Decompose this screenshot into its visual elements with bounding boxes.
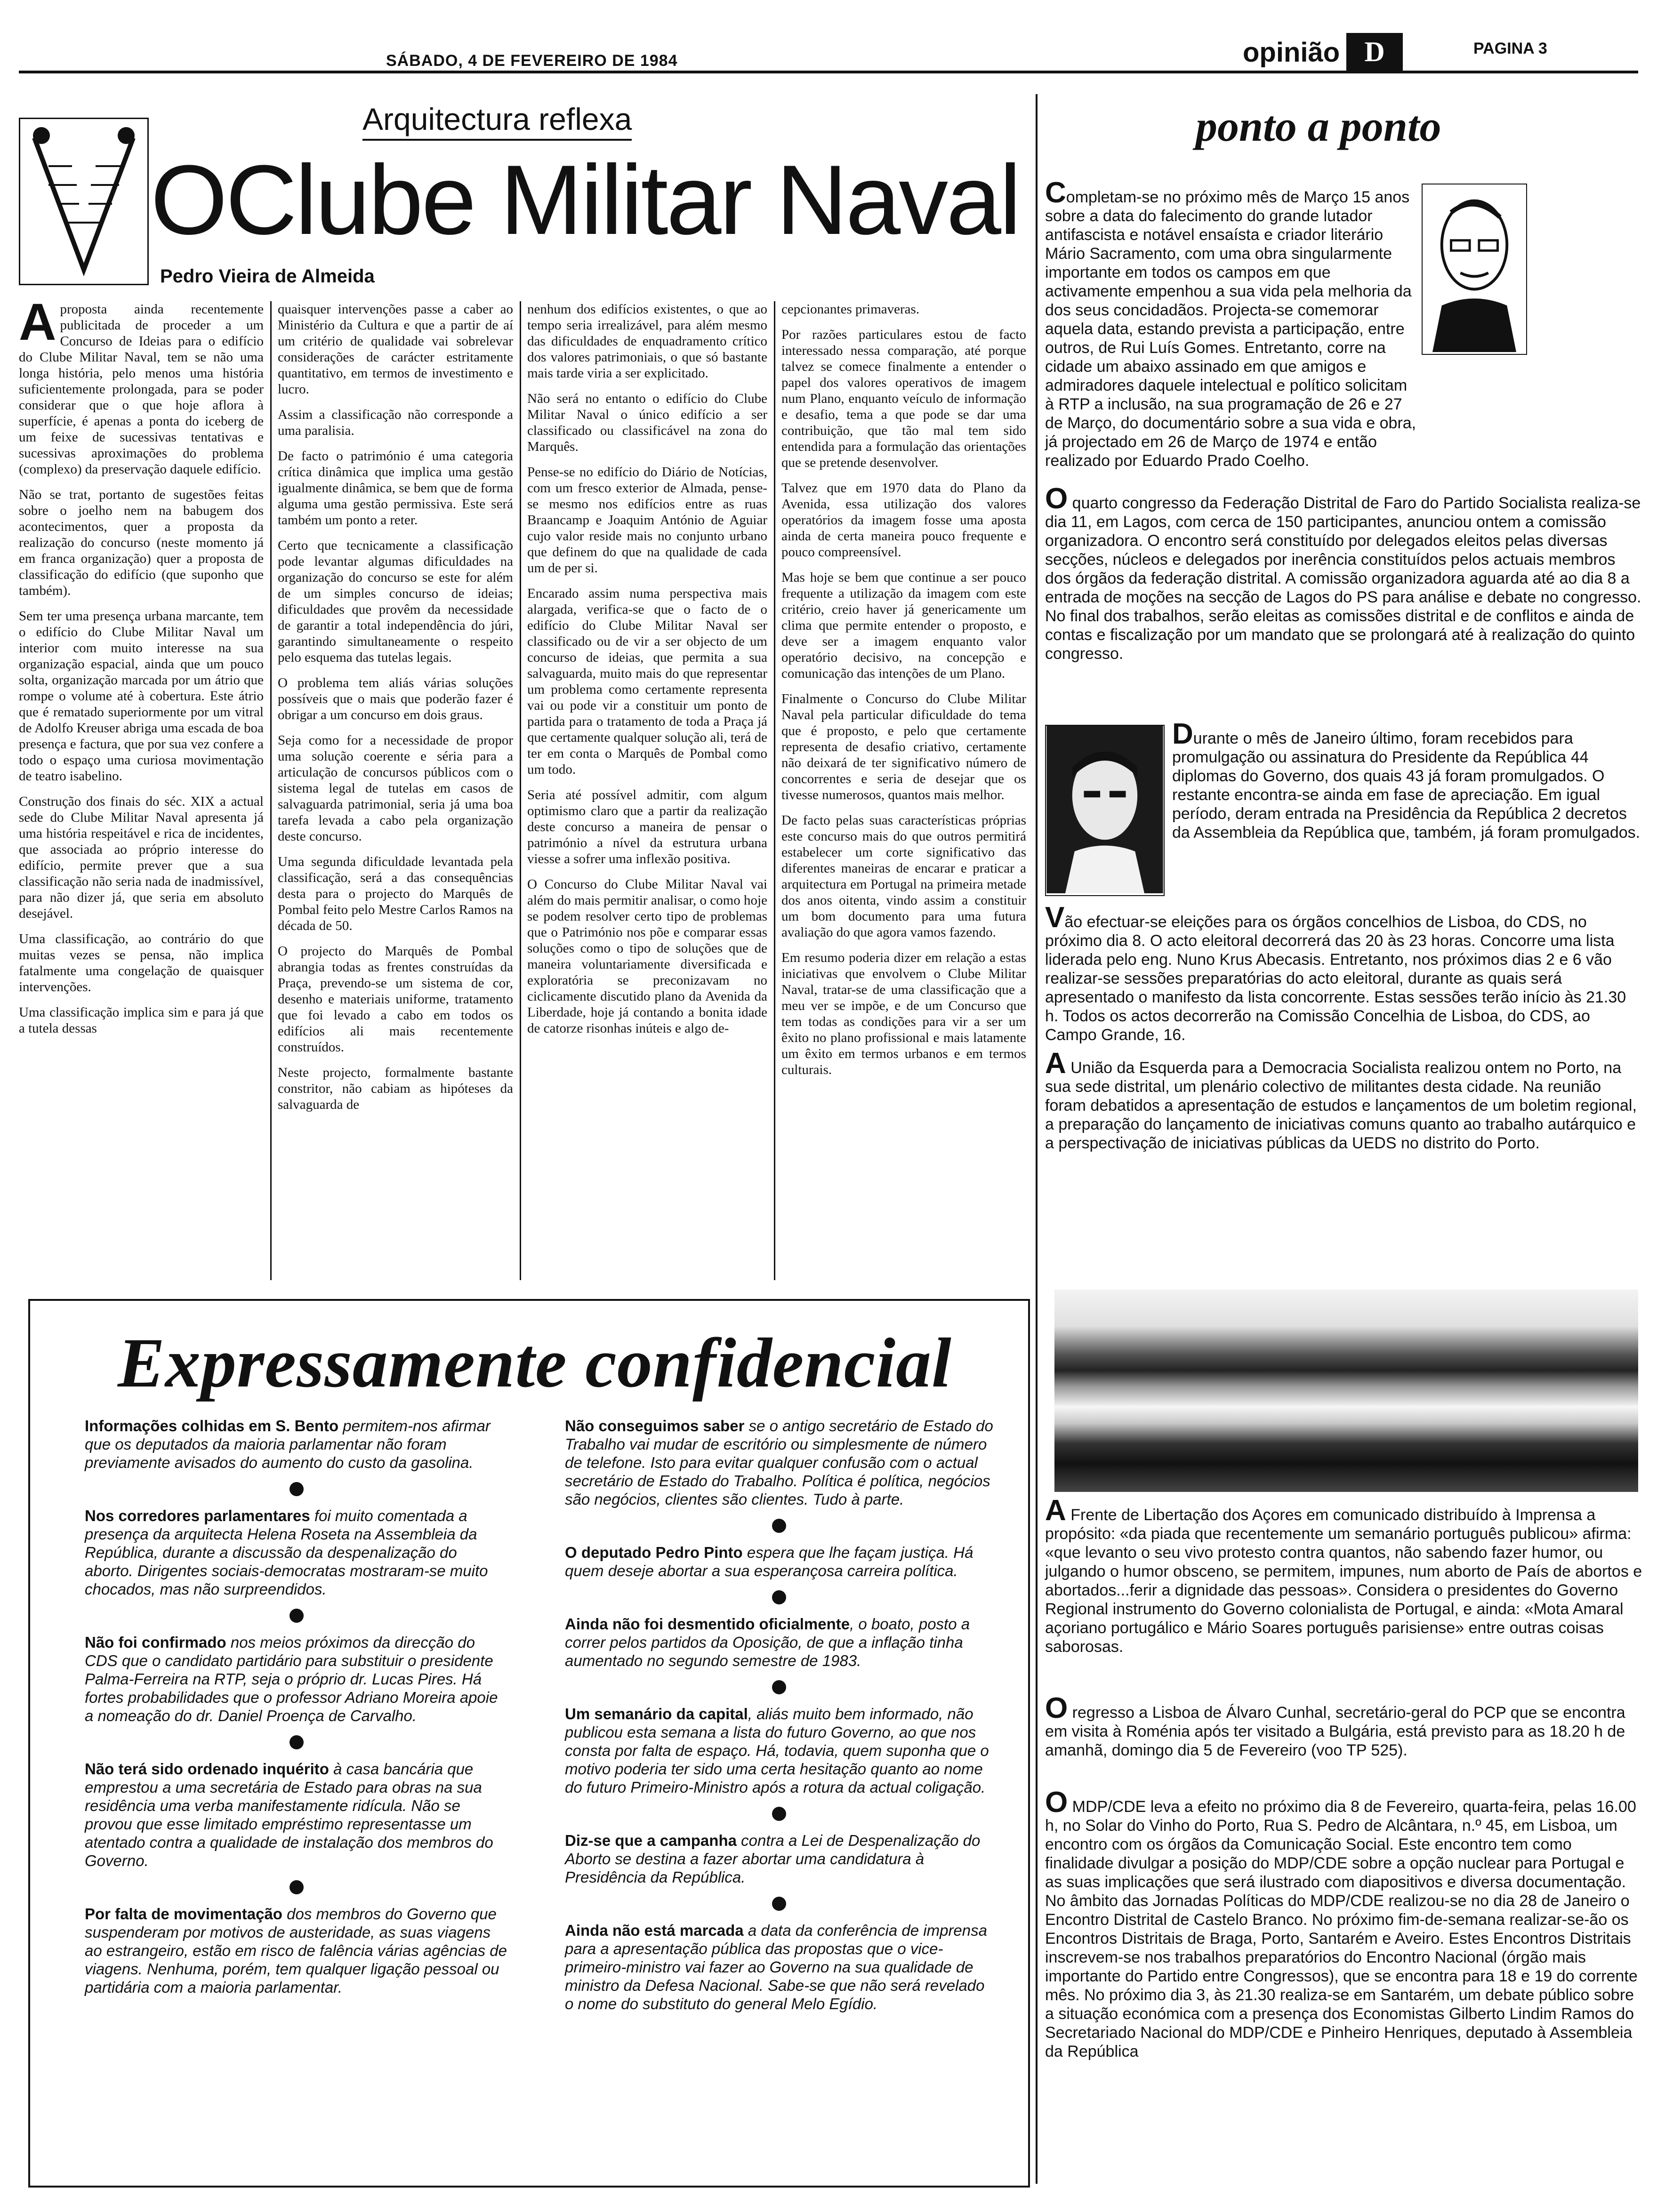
item-lead: Diz-se que a campanha	[565, 1832, 737, 1849]
paragraph: Seja como for a necessidade de propor uma solução coerente e séria para a articulação de concursos públicos com o sistema legal de tutelas em casos de salvaguarda patrimonial, seria já uma boa tarefa levada a cabo pela organização deste concurso.	[278, 733, 513, 844]
bullet-icon	[290, 1880, 304, 1894]
ponto-item-8	[1045, 1786, 1643, 2072]
confidencial-item	[85, 1507, 508, 1598]
paragraph: Neste projecto, formalmente bastante constritor, não cabiam as hipóteses da salvaguarda de	[278, 1065, 513, 1112]
portrait-icon	[1046, 726, 1164, 893]
paragraph: Construção dos finais do séc. XIX a actual sede do Clube Militar Naval apresenta já uma história respeitável e rica de incidentes, que associada ao próprio interesse do edifício, permite prever que a sua classificação não seria nada de inadmissível, para não dizer já, que seria em absoluto desejável.	[19, 794, 264, 921]
portrait-photo	[1422, 184, 1527, 355]
news-item: Vão efectuar-se eleições para os órgãos concelhios de Lisboa, do CDS, no próximo dia 8. O acto eleitoral decorrerá das 20 às 23 horas. Concorre uma lista liderada pelo eng. Nuno Krus Abecasis. Entretanto, nos próximos dias 2 e 6 vão realizar-se sessões preparatórias do acto eleitoral, durante as quais será apresentado o manifesto da lista concorrente. Estas sessões terão início às 21.30 h. Todos os actos decorrerão na Comissão Concelhia de Lisboa, do CDS, ao Campo Grande, 16.	[1045, 901, 1626, 1044]
bullet-icon	[772, 1807, 786, 1821]
news-item: O quarto congresso da Federação Distrital de Faro do Partido Socialista realiza-se dia 11, em Lagos, com cerca de 150 participantes, anunciou ontem a comissão organizadora. O encontro será constituído por delegados eleitos pelas diversas secções, núcleos e delegados por inerência constituídos pelos actuais membros dos órgãos da federação distrital. A comissão organizadora aguarda até ao dia 8 a entrada de moções na secção de Lagos do PS para análise e debate no congresso. No final dos trabalhos, serão eleitas as comissões distrital e de conflitos e ainda de contas e fiscalização por um mandato que se prolongará até à realização do quinto congresso.	[1045, 482, 1641, 663]
paragraph: Sem ter uma presença urbana marcante, tem o edifício do Clube Militar Naval um interior com muito interesse na sua organização espacial, ainda que um pouco solta, organização marcada por um átrio que rompe o volume até à cobertura. Este átrio que é rematado superiormente por um vitral de Adolfo Kreuser abriga uma escada de boa presença e factura, que por sua vez confere a todo o espaço uma curiosa movimentação de teatro isabelino.	[19, 609, 264, 784]
paragraph: nenhum dos edifícios existentes, o que ao tempo seria irrealizável, para além mesmo das dificuldades de enquadramento crítico dos valores patrimoniais, o que só bastante mais tarde viria a ser explicitado.	[527, 302, 767, 381]
paragraph: Seria até possível admitir, com algum optimismo claro que a partir da realização deste concurso a maneira de pensar o património a nível da estrutura urbana viesse a sofrer uma inflexão positiva.	[527, 787, 767, 866]
news-item: A União da Esquerda para a Democracia Socialista realizou ontem no Porto, na sua sede distrital, um plenário colectivo de militantes desta cidade. Na reunião foram debatidos a apresentação de estudos e lançamentos de um boletim regional, a preparação do lançamento de iniciativas comuns quanto ao trabalho autárquico e a perspectivação de iniciativas públicas da UEDS no distrito do Porto.	[1045, 1047, 1637, 1152]
confidencial-title: Expressamente confidencial	[118, 1324, 952, 1402]
paragraph: Não se trat, portanto de sugestões feitas sobre o joelho nem na babugem dos acontecimentos, quer a proposta da realização do concurso (neste momento já em franca organização) quer a proposta de classificação do edifício (que suponho que também).	[19, 487, 264, 598]
article-column-4	[781, 301, 1026, 1285]
news-item: O MDP/CDE leva a efeito no próximo dia 8 de Fevereiro, quarta-feira, pelas 16.00 h, no Solar do Vinho do Porto, Rua S. Pedro de Alcântara, n.º 45, em Lisboa, um encontro com os órgãos da Comunicação Social. Este encontro tem como finalidade divulgar a posição do MDP/CDE sobre a opção nuclear para Portugal e as suas implicações que será ilustrado com diapositivos e diversa documentação. No âmbito das Jornadas Políticas do MDP/CDE realizou-se no dia 28 de Janeiro o Encontro Distrital de Castelo Branco. No próximo fim-de-semana realizar-se-ão os Encontros Distritais de Braga, Porto, Santarém e Aveiro. Estes Encontros Distritais inscrevem-se nos trabalhos preparatórios do Encontro Nacional (órgão mais importante do Partido entre Congressos), que se encontra para 18 e 19 do corrente mês. No próximo dia 3, às 21.30 realiza-se em Santarém, um debate público sobre a situação económica com a presença dos Economistas Gilberto Lindim Ramos do Secretariado Nacional do MDP/CDE e Pinheiro Henriques, deputado à Assembleia da República	[1045, 1786, 1638, 2060]
ponto-item-3	[1172, 718, 1643, 853]
item-text: dos membros do Governo que suspenderam por motivos de austeridade, as suas viagens ao estrangeiro, estão em risco de falência várias agências de viagens. Nenhuma, porém, tem qualquer ligação pessoal ou partidária com a maioria parlamentar.	[85, 1905, 507, 1996]
paragraph: O Concurso do Clube Militar Naval vai além do mais permitir analisar, o como hoje se podem resolver certo tipo de problemas que o Património nos põe e comparar essas soluções como o tipo de soluções que de maneira voluntariamente diversificada e exploratória se preconizavam no ciclicamente discutido plano da Avenida da Liberdade, hoje já contando a bonita idade de catorze risonhas inúteis e algo de-	[527, 877, 767, 1036]
portrait-icon	[1423, 184, 1526, 352]
item-lead: Ainda não está marcada	[565, 1922, 744, 1939]
bullet-icon	[772, 1590, 786, 1604]
bullet-icon	[772, 1897, 786, 1911]
confidencial-right-column	[565, 1417, 993, 2013]
item-lead: Nos corredores parlamentares	[85, 1507, 310, 1524]
ponto-item-4	[1045, 901, 1643, 1056]
column-logo-icon	[19, 118, 149, 285]
confidencial-item	[85, 1760, 508, 1870]
paragraph: O problema tem aliás várias soluções possíveis que o mais que poderão fazer é obrigar a um concurso em dois graus.	[278, 675, 513, 722]
paragraph: Não será no entanto o edifício do Clube Militar Naval o único edifício a ser classificado ou classificável na zona do Marquês.	[527, 391, 767, 454]
article-column-1	[19, 293, 264, 1285]
item-text: permitem-nos afirmar que os deputados da maioria parlamentar não foram previamente avisados do aumento do custo da gasolina.	[85, 1417, 491, 1471]
paragraph: Em resumo poderia dizer em relação a estas iniciativas que envolvem o Clube Militar Naval, tratar-se de uma classificação que a meu ver se impõe, e de um Concurso que tem todas as condições para vir a ser um êxito no plano profissional e mais latamente um êxito em termos urbanos e em termos culturais.	[781, 950, 1026, 1077]
landscape-photo	[1054, 1290, 1638, 1492]
confidencial-item	[565, 1543, 993, 1580]
confidencial-item	[85, 1417, 508, 1472]
bullet-icon	[772, 1680, 786, 1694]
item-lead: Por falta de movimentação	[85, 1905, 282, 1923]
ponto-item-5	[1045, 1047, 1643, 1164]
item-text: a data da conferência de imprensa para a apresentação pública das propostas que o vice-primeiro-ministro vai fazer ao Governo na sua qualidade de ministro da Defesa Nacional. Sabe-se que não será revelado o nome do substituto do general Melo Egídio.	[565, 1922, 987, 2012]
item-text: , o boato, posto a correr pelos partidos da Oposição, de que a inflação tinha aumentado no segundo semestre de 1983.	[565, 1615, 970, 1669]
bullet-icon	[290, 1482, 304, 1496]
paragraph: Por razões particulares estou de facto interessado nessa comparação, até porque talvez se comece finalmente a entender o papel dos valores operativos de imagem num Plano, enquanto veículo de informação e desafio, tema a que pode se dar uma contribuição, que tão mal tem sido entendida para a formulação das orientações que se pretende desenvolver.	[781, 327, 1026, 470]
confidencial-item	[565, 1831, 993, 1886]
v-emblem-icon	[20, 119, 147, 284]
item-text: nos meios próximos da direcção do CDS que o candidato partidário para substituir o presidente Palma-Ferreira na RTP, seja o próprio dr. Lucas Pires. Há fortes probabilidades que o professor Adriano Moreira apoie a nomeação do dr. Daniel Proença de Carvalho.	[85, 1634, 498, 1724]
column-rule	[520, 301, 521, 1280]
page-number: PAGINA 3	[1473, 40, 1547, 57]
section-divider	[1036, 94, 1038, 2184]
paragraph: Finalmente o Concurso do Clube Militar Naval pela particular dificuldade do tema que é proposto, e pelo que certamente representa de desafio criativo, certamente não deixará de ter significativo número de concorrentes e seria de desejar que os tivesse numerosos, quantos mais melhor.	[781, 691, 1026, 802]
item-text: espera que lhe façam justiça. Há quem deseje abortar a sua esperançosa carreira política.	[565, 1544, 973, 1579]
ponto-item-7	[1045, 1692, 1643, 1771]
item-lead: Não foi confirmado	[85, 1634, 226, 1651]
paragraph: De facto pelas suas características próprias este concurso mais do que outros permitirá estabelecer um corte significativo das diferentes maneiras de encarar e praticar a arquitectura em Portugal na primeira metade dos anos oitenta, vindo assim a constituir um bom documento para uma futura avaliação do que agora vamos fazendo.	[781, 813, 1026, 940]
item-lead: Não terá sido ordenado inquérito	[85, 1760, 329, 1778]
confidencial-item	[565, 1417, 993, 1508]
paragraph: Uma classificação implica sim e para já que a tutela dessas	[19, 1005, 264, 1036]
item-text: se o antigo secretário de Estado do Trabalho vai mudar de escritório ou simplesmente de número de telefone. Isto para evitar qualquer confusão com o actual secretário de Estado do Trabalho. Política é política, negócios são negócios, clientes são clientes. Tudo à parte.	[565, 1417, 993, 1508]
bullet-icon	[772, 1519, 786, 1533]
confidencial-item	[85, 1905, 508, 1996]
column-rule	[270, 301, 272, 1280]
item-lead: Informações colhidas em S. Bento	[85, 1417, 339, 1435]
confidencial-left-column	[85, 1417, 508, 1996]
news-item: O regresso a Lisboa de Álvaro Cunhal, secretário-geral do PCP que se encontra em visita à Roménia após ter visitado a Bulgária, está previsto para as 18.20 h de amanhã, domingo dia 5 de Fevereiro (voo TP 525).	[1045, 1692, 1625, 1759]
confidencial-item	[85, 1633, 508, 1725]
ponto-item-1	[1045, 176, 1417, 481]
news-item: Completam-se no próximo mês de Março 15 anos sobre a data do falecimento do grande lutador antifascista e notável ensaísta e criador literário Mário Sacramento, com uma obra singularmente importante em todos os campos em que activamente empenhou a sua vida pela melhoria da dos seus concidadãos. Projecta-se comemorar aquela data, estando prevista a participação, entre outros, de Rui Luís Gomes. Entretanto, corre na cidade um abaixo assinado em que amigos e admiradores daquele intelectual e político solicitam à RTP a inclusão, na sua programação de 26 e 27 de Março, do documentário sobre a sua vida e obra, já projectado em 26 de Março de 1974 e então realizado por Eduardo Prado Coelho.	[1045, 176, 1416, 470]
paragraph: Assim a classificação não corresponde a uma paralisia.	[278, 407, 513, 438]
paragraph: Pense-se no edifício do Diário de Notícias, com um fresco exterior de Almada, pense-se mesmo nos edifícios entre as ruas Braancamp e Joaquim António de Aguiar cujo valor reside mais no conjunto urbano que definem do que na qualidade de cada um de per si.	[527, 465, 767, 576]
paragraph: Encarado assim numa perspectiva mais alargada, verifica-se que o facto de o edifício do Clube Militar Naval ser classificado ou de vir a ser objecto de um concurso de ideias, que permita a sua salvaguarda, muito mais do que representar um problema como certamente representa vai ou pode vir a constituir um ponto de partida para o tratamento de toda a Praça já que certamente qualquer solução ali, terá de ter em conta o Marquês de Pombal como um todo.	[527, 586, 767, 777]
article-column-3	[527, 301, 767, 1285]
bullet-icon	[290, 1735, 304, 1749]
item-lead: Um semanário da capital	[565, 1705, 748, 1723]
paragraph: quaisquer intervenções passe a caber ao Ministério da Cultura e que a partir de aí um critério de qualidade vai sobrelevar considerações de carácter estritamente quantitativo, em termos de investimento e lucro.	[278, 302, 513, 397]
paragraph: O projecto do Marquês de Pombal abrangia todas as frentes construídas da Praça, prevendo-se um sistema de cor, desenho e materiais uniforme, tratamento que foi levado a cabo em todos os edifícios ali mais recentemente construídos.	[278, 944, 513, 1055]
header-rule	[19, 71, 1638, 73]
newspaper-logo-icon: D	[1346, 33, 1403, 71]
item-text: à casa bancária que emprestou a uma secretária de Estado para obras na sua residência uma verba manifestamente ridícula. Não se provou que esse limitado empréstimo representasse um atentado contra a qualidade de instalação dos membros do Governo.	[85, 1760, 493, 1869]
confidencial-item	[565, 1921, 993, 2013]
portrait-photo	[1045, 725, 1165, 896]
ponto-a-ponto-title: ponto a ponto	[1196, 102, 1441, 150]
ponto-item-6	[1045, 1494, 1643, 1667]
item-text: , aliás muito bem informado, não publicou esta semana a lista do futuro Governo, ao que nos consta por falta de espaço. Há, todavia, quem suponha que o motivo poderia ter sido uma certa hesitação quanto ao nome do futuro Primeiro-Ministro após a rotura da actual coligação.	[565, 1705, 989, 1796]
paragraph: Uma classificação, ao contrário do que muitas vezes se pensa, não implica fatalmente uma congelação de quaisquer intervenções.	[19, 931, 264, 994]
paragraph: Aproposta ainda recentemente publicitada de proceder a um Concurso de Ideias para o edifício do Clube Militar Naval, tem se não uma longa história, pelo menos uma história suficientemente prolongada, para se poder considerar que o que hoje aflora à superfície, é apenas a ponta do iceberg de um feixe de sucessivas tentativas e sucessivas aproximações do problema (complexo) da preservação daquele edifício.	[19, 293, 264, 477]
item-lead: O deputado Pedro Pinto	[565, 1544, 743, 1561]
news-item: A Frente de Libertação dos Açores em comunicado distribuído à Imprensa a propósito: «da piada que recentemente um semanário português publicou» afirma: «que levanto o seu vivo protesto contra quantos, não sabendo fazer humor, ou julgando o humor obsceno, se permitem, impunes, num aborto de País de abortos e abortados...ferir a dignidade das pessoas». Considera o presidentes do Governo Regional instrumento do Governo colonialista de Portugal, e ainda: «Mota Amaral açoriano portugálico e Mário Soares português parisiense» entre outras coisas saborosas.	[1045, 1494, 1642, 1656]
article-byline: Pedro Vieira de Almeida	[160, 266, 375, 287]
section-name: opinião	[1243, 37, 1340, 68]
item-text: contra a Lei de Despenalização do Aborto se destina a fazer abortar uma candidatura à Presidência da República.	[565, 1832, 981, 1886]
column-rule	[774, 301, 775, 1280]
item-lead: Não conseguimos saber	[565, 1417, 745, 1435]
news-item: Durante o mês de Janeiro último, foram recebidos para promulgação ou assinatura do Presidente da República 44 diplomas do Governo, dos quais 43 já foram promulgados. O restante encontra-se ainda em fase de apreciação. Em igual período, deram entrada na Presidência da República 2 decretos da Assembleia da República que, também, já foram promulgados.	[1172, 718, 1641, 842]
confidencial-item	[565, 1615, 993, 1670]
item-lead: Ainda não foi desmentido oficialmente	[565, 1615, 850, 1633]
confidencial-item	[565, 1705, 993, 1796]
article-kicker: Arquitectura reflexa	[362, 101, 632, 141]
ponto-item-2	[1045, 482, 1643, 674]
bullet-icon	[290, 1609, 304, 1623]
paragraph: De facto o património é uma categoria crítica dinâmica que implica uma gestão igualmente dinâmica, se bem que de forma alguma uma gestão permissiva. Este será também um ponto a reter.	[278, 449, 513, 528]
item-text: foi muito comentada a presença da arquitecta Helena Roseta na Assembleia da República, durante a discussão da despenalização do aborto. Dirigentes sociais-democratas mostraram-se muito chocados, mas não surpreendidos.	[85, 1507, 488, 1598]
issue-date: SÁBADO, 4 DE FEVEREIRO DE 1984	[386, 52, 678, 70]
paragraph: Talvez que em 1970 data do Plano da Avenida, essa utilização dos valores operatórios da imagem fosse uma aposta ainda de certa maneira pouco frequente e pouco compreensível.	[781, 481, 1026, 560]
paragraph: cepcionantes primaveras.	[781, 302, 920, 317]
article-title: OClube Militar Naval	[151, 144, 1020, 255]
article-column-2	[278, 301, 513, 1285]
paragraph: Uma segunda dificuldade levantada pela classificação, será a das consequências desta para o projecto do Marquês de Pombal feito pelo Mestre Carlos Ramos na década de 50.	[278, 854, 513, 933]
paragraph: Mas hoje se bem que continue a ser pouco frequente a utilização da imagem com este critério, creio haver já genericamente um clima que permite entender o proposto, e deve ser a imagem enquanto valor operatório decisivo, na concepção e comunicação das intenções de um Plano.	[781, 570, 1026, 681]
paragraph: Certo que tecnicamente a classificação pode levantar algumas dificuldades na organização do concurso se este for além de um simples concurso de ideias; dificuldades que provêm da necessidade de garantir a total independência do júri, garantindo simultaneamente o respeito pelo esquema das tutelas legais.	[278, 538, 513, 665]
